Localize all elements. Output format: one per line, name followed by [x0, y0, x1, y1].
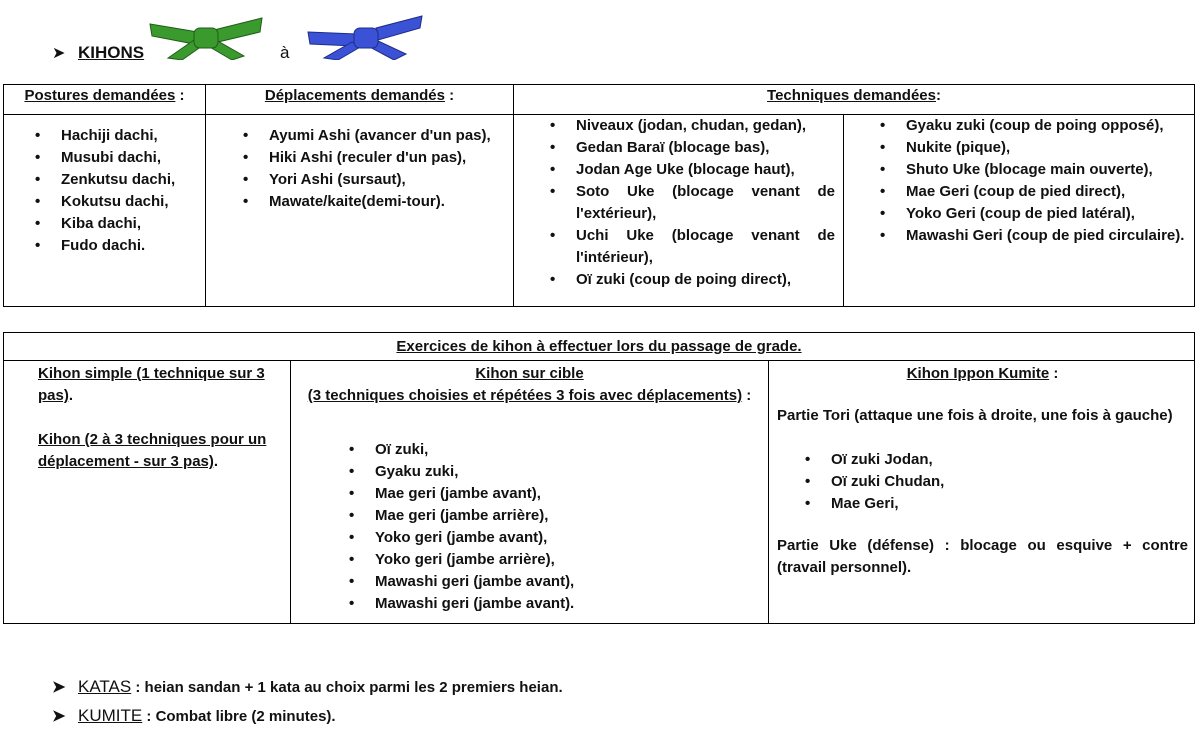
- list-item: • Oï zuki,: [375, 439, 764, 461]
- deplacements-cell: [206, 115, 514, 307]
- deplacements-list: [207, 125, 512, 213]
- list-item: • Mae geri (jambe arrière),: [375, 505, 764, 527]
- list-item: • Nukite (pique),: [906, 137, 1188, 159]
- list-item: • Hachiji dachi,: [61, 125, 204, 147]
- list-item: • Gyaku zuki (coup de poing opposé),: [906, 115, 1188, 137]
- list-item: • Shuto Uke (blocage main ouverte),: [906, 159, 1188, 181]
- kumite-line: [52, 706, 336, 726]
- list-item: • Uchi Uke (blocage venant de l'intérieur),: [576, 225, 835, 269]
- list-item: • Mawashi geri (jambe avant),: [375, 571, 764, 593]
- list-item: • Yoko Geri (coup de pied latéral),: [906, 203, 1188, 225]
- kumite-label: KUMITE: [78, 706, 143, 725]
- katas-label: KATAS: [78, 677, 132, 696]
- katas-text: : heian sandan + 1 kata au choix parmi les 2 premiers heian.: [131, 678, 563, 696]
- list-item: • Fudo dachi.: [61, 235, 204, 257]
- kihons-title: KIHONS: [78, 43, 145, 62]
- list-item: • Zenkutsu dachi,: [61, 169, 204, 191]
- list-item: • Yoko geri (jambe arrière),: [375, 549, 764, 571]
- uke-text: Partie Uke (défense) : blocage ou esquive + contre (travail personnel).: [777, 537, 1189, 576]
- green-belt-icon: [148, 14, 264, 60]
- connector-text: à: [280, 43, 290, 62]
- kihon-simple-cell: [4, 361, 291, 624]
- kihon-multi-text: Kihon (2 à 3 techniques pour un déplacement - sur 3 pas).: [38, 431, 267, 470]
- kihon-ippon-header: Kihon Ippon Kumite :: [906, 365, 1059, 382]
- list-item: • Gedan Baraï (blocage bas),: [576, 137, 835, 159]
- kihon-cible-subheader: (3 techniques choisies et répétées 3 fois avec déplacements) :: [307, 387, 752, 404]
- list-item: • Mae Geri (coup de pied direct),: [906, 181, 1188, 203]
- list-item: • Gyaku zuki,: [375, 461, 764, 483]
- list-item: • Kiba dachi,: [61, 213, 204, 235]
- list-item: • Oï zuki (coup de poing direct),: [576, 269, 835, 291]
- list-item: • Mae geri (jambe avant),: [375, 483, 764, 505]
- kihon-cible-cell: [291, 361, 769, 624]
- techniques-table: [3, 84, 1195, 307]
- list-item: • Soto Uke (blocage venant de l'extérieur),: [576, 181, 835, 225]
- list-item: • Mae Geri,: [831, 493, 1188, 515]
- list-item: • Jodan Age Uke (blocage haut),: [576, 159, 835, 181]
- techniques-left-cell: [514, 115, 844, 307]
- list-item: • Niveaux (jodan, chudan, gedan),: [576, 115, 835, 137]
- kumite-text: : Combat libre (2 minutes).: [142, 707, 336, 725]
- kihons-heading: [52, 38, 144, 68]
- postures-list: [5, 125, 204, 257]
- katas-line: [52, 677, 563, 697]
- list-item: • Oï zuki Chudan,: [831, 471, 1188, 493]
- list-item: • Mawashi Geri (coup de pied circulaire).: [906, 225, 1188, 247]
- postures-header: Postures demandées :: [4, 85, 206, 115]
- arrow-bullet-icon: ➤: [52, 45, 66, 62]
- list-item: • Mawate/kaite(demi-tour).: [269, 191, 512, 213]
- tori-text: Partie Tori (attaque une fois à droite, une fois à gauche): [777, 407, 1173, 424]
- list-item: • Oï zuki Jodan,: [831, 449, 1188, 471]
- list-item: • Mawashi geri (jambe avant).: [375, 593, 764, 615]
- techniques-right-list: [844, 115, 1188, 247]
- postures-cell: [4, 115, 206, 307]
- tori-list: [777, 449, 1188, 515]
- kihon-ippon-cell: [769, 361, 1195, 624]
- list-item: • Kokutsu dachi,: [61, 191, 204, 213]
- list-item: • Ayumi Ashi (avancer d'un pas),: [269, 125, 512, 147]
- deplacements-header: Déplacements demandés :: [206, 85, 514, 115]
- kihon-simple-text: Kihon simple (1 technique sur 3 pas).: [38, 365, 265, 404]
- list-item: • Yoko geri (jambe avant),: [375, 527, 764, 549]
- list-item: • Yori Ashi (sursaut),: [269, 169, 512, 191]
- list-item: • Musubi dachi,: [61, 147, 204, 169]
- exercices-title: Exercices de kihon à effectuer lors du passage de grade.: [4, 333, 1195, 361]
- kihon-cible-header: Kihon sur cible: [475, 365, 584, 382]
- kihon-cible-list: [295, 439, 764, 615]
- arrow-bullet-icon: ➤: [52, 708, 66, 725]
- techniques-right-cell: [844, 115, 1195, 307]
- list-item: • Hiki Ashi (reculer d'un pas),: [269, 147, 512, 169]
- exercices-table: [3, 332, 1195, 624]
- arrow-bullet-icon: ➤: [52, 679, 66, 696]
- techniques-left-list: [514, 115, 835, 291]
- blue-belt-icon: [306, 12, 424, 60]
- techniques-header: Techniques demandées:: [514, 85, 1195, 115]
